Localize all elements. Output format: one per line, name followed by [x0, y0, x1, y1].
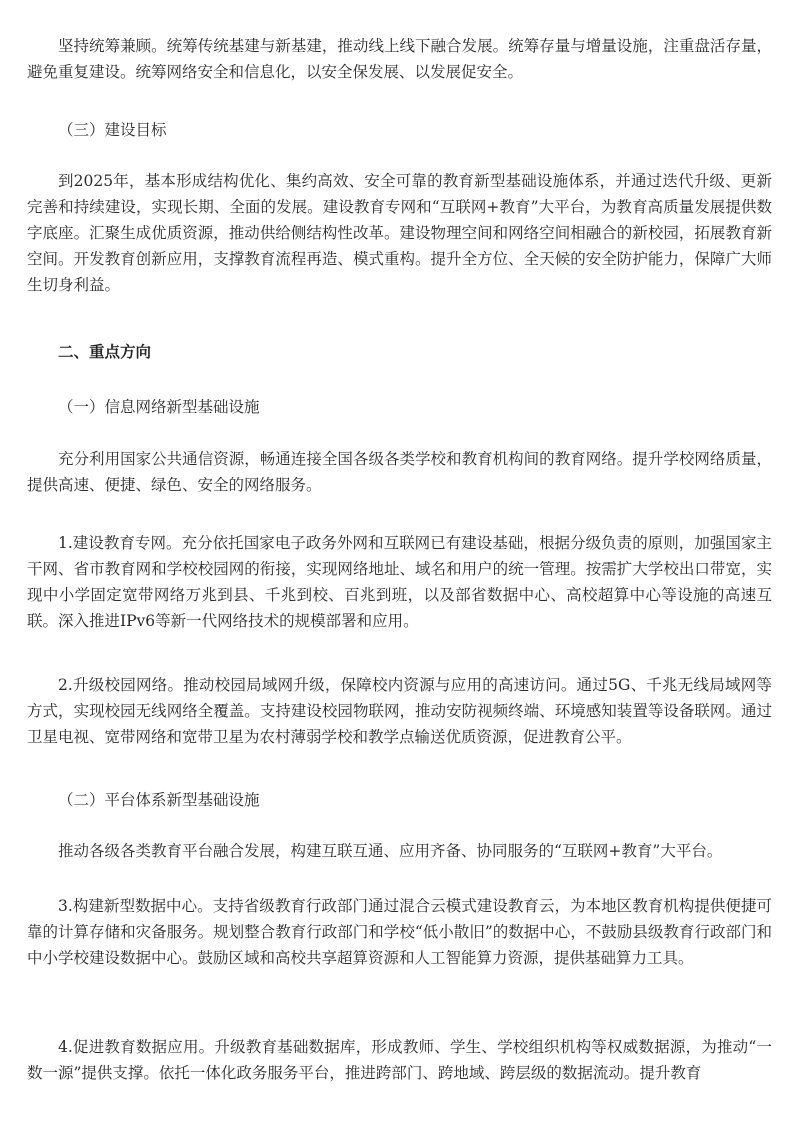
paragraph-platform-intro: 推动各级各类教育平台融合发展，构建互联互通、应用齐备、协同服务的“互联网+教育”大平台。 [58, 842, 723, 860]
heading-network-infrastructure: （一）信息网络新型基础设施 [58, 398, 260, 416]
paragraph-item-1: 1.建设教育专网。充分依托国家电子政务外网和互联网已有建设基础，根据分级负责的原则，加强国家主干网、省市教育网和学校校园网的衔接，实现网络地址、域名和用户的统一管理。按需扩大学校出口带宽，实现中小学固定宽带网络万兆到县、千兆到校、百兆到班，以及部省数据中心、高校超算中心等设施的高速互联。深入推进IPv6等新一代网络技术的规模部署和应用。 [27, 534, 772, 630]
paragraph-item-3: 3.构建新型数据中心。支持省级教育行政部门通过混合云模式建设教育云，为本地区教育机构提供便捷可靠的计算存储和灾备服务。规划整合教育行政部门和学校“低小散旧”的数据中心，不鼓励县级教育行政部门和中小学校建设数据中心。鼓励区域和高校共享超算资源和人工智能算力资源，提供基础算力工具。 [27, 897, 772, 967]
paragraph-coordinate: 坚持统筹兼顾。统筹传统基建与新基建，推动线上线下融合发展。统筹存量与增量设施，注重盘活存量，避免重复建设。统筹网络安全和信息化，以安全保发展、以发展促安全。 [27, 37, 772, 81]
heading-key-directions: 二、重点方向 [58, 342, 152, 361]
heading-platform-infrastructure: （二）平台体系新型基础设施 [58, 791, 260, 809]
paragraph-item-4: 4.促进教育数据应用。升级教育基础数据库，形成教师、学生、学校组织机构等权威数据源，为推动“一数一源”提供支撑。依托一体化政务服务平台，推进跨部门、跨地域、跨层级的数据流动。提升教育 [27, 1038, 772, 1082]
heading-construction-goals: （三）建设目标 [58, 121, 167, 139]
paragraph-item-2: 2.升级校园网络。推动校园局域网升级，保障校内资源与应用的高速访问。通过5G、千兆无线局域网等方式，实现校园无线网络全覆盖。支持建设校园物联网，推动安防视频终端、环境感知装置等设备联网。通过卫星电视、宽带网络和宽带卫星为农村薄弱学校和教学点输送优质资源，促进教育公平。 [27, 676, 772, 746]
paragraph-construction-goals: 到2025年，基本形成结构优化、集约高效、安全可靠的教育新型基础设施体系，并通过迭代升级、更新完善和持续建设，实现长期、全面的发展。建设教育专网和“互联网+教育”大平台，为教育高质量发展提供数字底座。汇聚生成优质资源，推动供给侧结构性改革。建设物理空间和网络空间相融合的新校园，拓展教育新空间。开发教育创新应用，支撑教育流程再造、模式重构。提升全方位、全天候的安全防护能力，保障广大师生切身利益。 [27, 172, 772, 294]
paragraph-network-intro: 充分利用国家公共通信资源，畅通连接全国各级各类学校和教育机构间的教育网络。提升学校网络质量，提供高速、便捷、绿色、安全的网络服务。 [27, 450, 772, 494]
